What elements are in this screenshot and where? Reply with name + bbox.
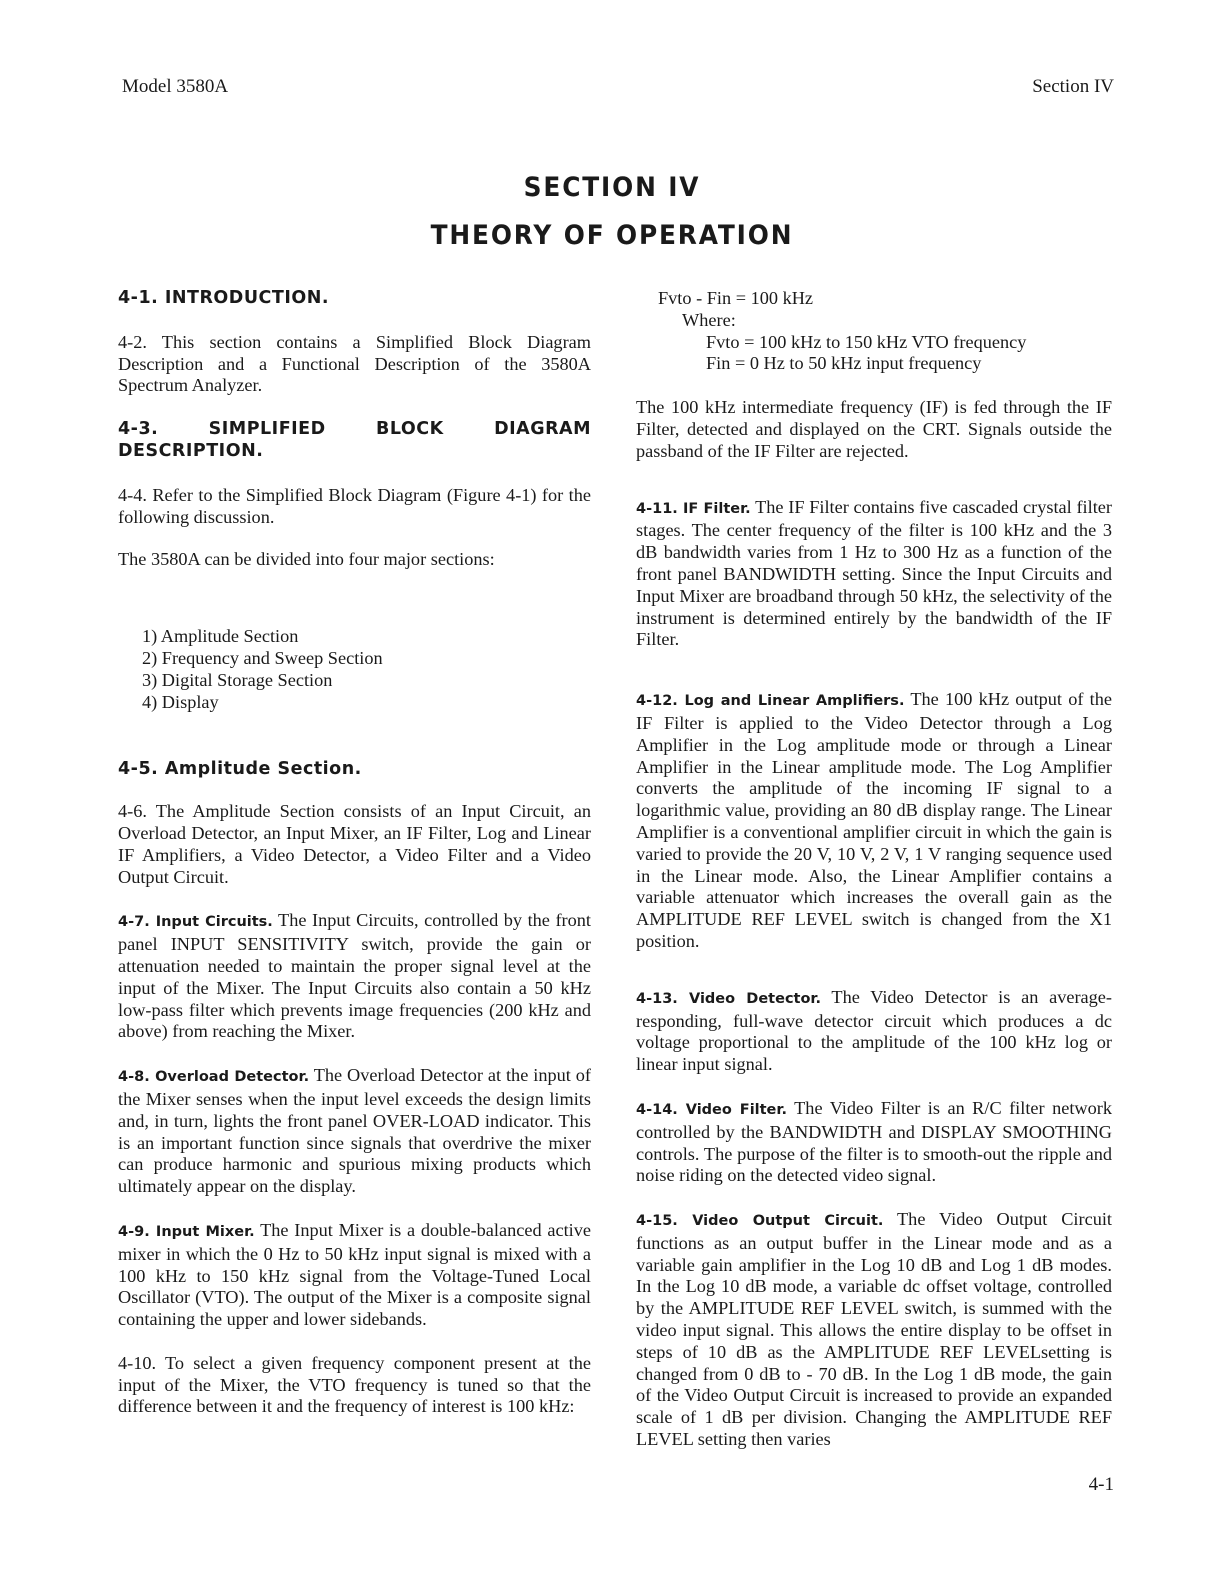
paragraph-4-8 xyxy=(118,1065,591,1198)
paragraph-4-9 xyxy=(118,1220,591,1331)
section-subtitle: THEORY OF OPERATION xyxy=(430,220,794,251)
paragraph-4-10: 4-10. To select a given frequency component present at the input of the Mixer, the VTO frequency is tuned so that the difference between it and the frequency of interest is 100 kHz: xyxy=(118,1352,591,1417)
paragraph-4-14 xyxy=(636,1098,1112,1187)
paragraph-heading: 4-14. Video Filter. xyxy=(636,1101,787,1118)
paragraph-heading: 4-12. Log and Linear Amplifiers. xyxy=(636,693,905,710)
paragraph-if: The 100 kHz intermediate frequency (IF) is fed through the IF Filter, detected and displayed on the CRT. Signals outside the passband of the IF Filter are rejected. xyxy=(636,397,1112,461)
major-sections-list xyxy=(118,626,591,713)
equation-main: Fvto - Fin = 100 kHz xyxy=(658,288,814,308)
paragraph-4-4: 4-4. Refer to the Simplified Block Diagram (Figure 4-1) for the following discussion. xyxy=(118,484,591,527)
list-item: 4) Display xyxy=(142,691,219,712)
right-column xyxy=(636,288,1112,1451)
paragraph-sections: The 3580A can be divided into four major sections: xyxy=(118,549,495,570)
section-title: SECTION IV xyxy=(523,172,701,203)
heading-introduction: 4-1. INTRODUCTION. xyxy=(118,288,330,308)
running-header-model: Model 3580A xyxy=(122,76,229,97)
running-header-section: Section IV xyxy=(1032,76,1114,97)
paragraph-4-11 xyxy=(636,497,1112,652)
heading-amplitude-section: 4-5. Amplitude Section. xyxy=(118,759,362,780)
heading-block-diagram: 4-3. SIMPLIFIED BLOCK DIAGRAM DESCRIPTION. xyxy=(118,419,591,461)
paragraph-4-13 xyxy=(636,987,1112,1076)
paragraph-4-2: 4-2. This section contains a Simplified Block Diagram Description and a Functional Description of the 3580A Spectrum Analyzer. xyxy=(118,331,591,396)
paragraph-4-6: 4-6. The Amplitude Section consists of an Input Circuit, an Overload Detector, an Input Mixer, an IF Filter, Log and Linear IF Amplifiers, a Video Detector, a Video Filter and a Video Output Circuit. xyxy=(118,801,591,887)
paragraph-heading: 4-7. Input Circuits. xyxy=(118,914,273,931)
list-item: 3) Digital Storage Section xyxy=(142,669,333,690)
paragraph-body: The Input Mixer is a double-balanced active mixer in which the 0 Hz to 50 kHz input signal is mixed with a 100 kHz to 150 kHz signal from the Voltage-Tuned Local Oscillator (VTO). The output of the Mixer is a composite signal containing the upper and lower sidebands. xyxy=(118,1219,591,1330)
paragraph-body: The Video Output Circuit functions as an output buffer in the Linear mode and as a variable gain amplifier in the Log 10 dB and Log 1 dB modes. In the Log 10 dB mode, a variable dc offset voltage, controlled by the AMPLITUDE REF LEVEL switch, is summed with the video input signal. This allows the entire display to be offset in steps of 10 dB as the AMPLITUDE REF LEVELsetting is changed from 0 dB to - 70 dB. In the Log 1 dB mode, the gain of the Video Output Circuit is increased to provide an expanded scale of 1 dB per division. Changing the AMPLITUDE REF LEVEL setting then varies xyxy=(636,1209,1113,1450)
paragraph-body: The IF Filter contains five cascaded crystal filter stages. The center frequency of the filter is 100 kHz and the 3 dB bandwidth varies from 1 Hz to 300 Hz as a function of the front panel BANDWIDTH setting. Since the Input Circuits and Input Mixer are broadband through 50 kHz, the selectivity of the instrument is determined entirely by the bandwidth of the IF Filter. xyxy=(636,496,1112,650)
paragraph-body: The Overload Detector at the input of the Mixer senses when the input level exceeds the design limits and, in turn, lights the front panel OVER-LOAD indicator. This is an important function since signals that overdrive the mixer can produce harmonic and spurious mixing products which ultimately appear on the display. xyxy=(118,1065,591,1197)
paragraph-heading: 4-9. Input Mixer. xyxy=(118,1223,255,1240)
equation-def-fin: Fin = 0 Hz to 50 kHz input frequency xyxy=(706,353,982,374)
paragraph-4-7 xyxy=(118,910,591,1043)
paragraph-heading: 4-8. Overload Detector. xyxy=(118,1069,310,1086)
paragraph-body: The Video Detector is an average-responding, full-wave detector circuit which produces a dc voltage proportional to the amplitude of the 100 kHz log or linear input signal. xyxy=(636,986,1112,1075)
equation-where: Where: xyxy=(682,309,736,330)
paragraph-body: The 100 kHz output of the IF Filter is applied to the Video Detector through a Log Amplifier in the Log amplitude mode or through a Linear Amplifier in the Linear amplitude mode. The Log Amplifier converts the amplitude of the incoming IF signal to a logarithmic value, providing an 80 dB display range. The Linear Amplifier is a conventional amplifier circuit in which the gain is varied to provide the 20 V, 10 V, 2 V, 1 V ranging sequence used in the Linear mode. Also, the Linear Amplifier contains a variable attenuator which increases the overall gain as the AMPLITUDE REF LEVEL switch is changed from the X1 position. xyxy=(636,689,1112,951)
equation-def-vto: Fvto = 100 kHz to 150 kHz VTO frequency xyxy=(706,331,1027,352)
list-item: 2) Frequency and Sweep Section xyxy=(142,647,383,668)
list-item: 1) Amplitude Section xyxy=(142,626,299,647)
paragraph-4-15 xyxy=(636,1209,1112,1451)
paragraph-heading: 4-15. Video Output Circuit. xyxy=(636,1213,884,1230)
equation-block xyxy=(636,288,1112,375)
paragraph-heading: 4-11. IF Filter. xyxy=(636,500,751,517)
page-number: 4-1 xyxy=(1088,1474,1114,1495)
paragraph-heading: 4-13. Video Detector. xyxy=(636,990,822,1007)
paragraph-body: The Input Circuits, controlled by the front panel INPUT SENSITIVITY switch, provide the gain or attenuation needed to maintain the proper signal level at the input of the Mixer. The Input Circuits also contain a 50 kHz low-pass filter which prevents image frequencies (200 kHz and above) from reaching the Mixer. xyxy=(118,910,591,1042)
left-column xyxy=(118,288,591,1418)
paragraph-4-12 xyxy=(636,689,1112,953)
paragraph-body: The Video Filter is an R/C filter network controlled by the BANDWIDTH and DISPLAY SMOOTHING controls. The purpose of the filter is to smooth-out the ripple and noise riding on the detected video signal. xyxy=(636,1097,1112,1186)
